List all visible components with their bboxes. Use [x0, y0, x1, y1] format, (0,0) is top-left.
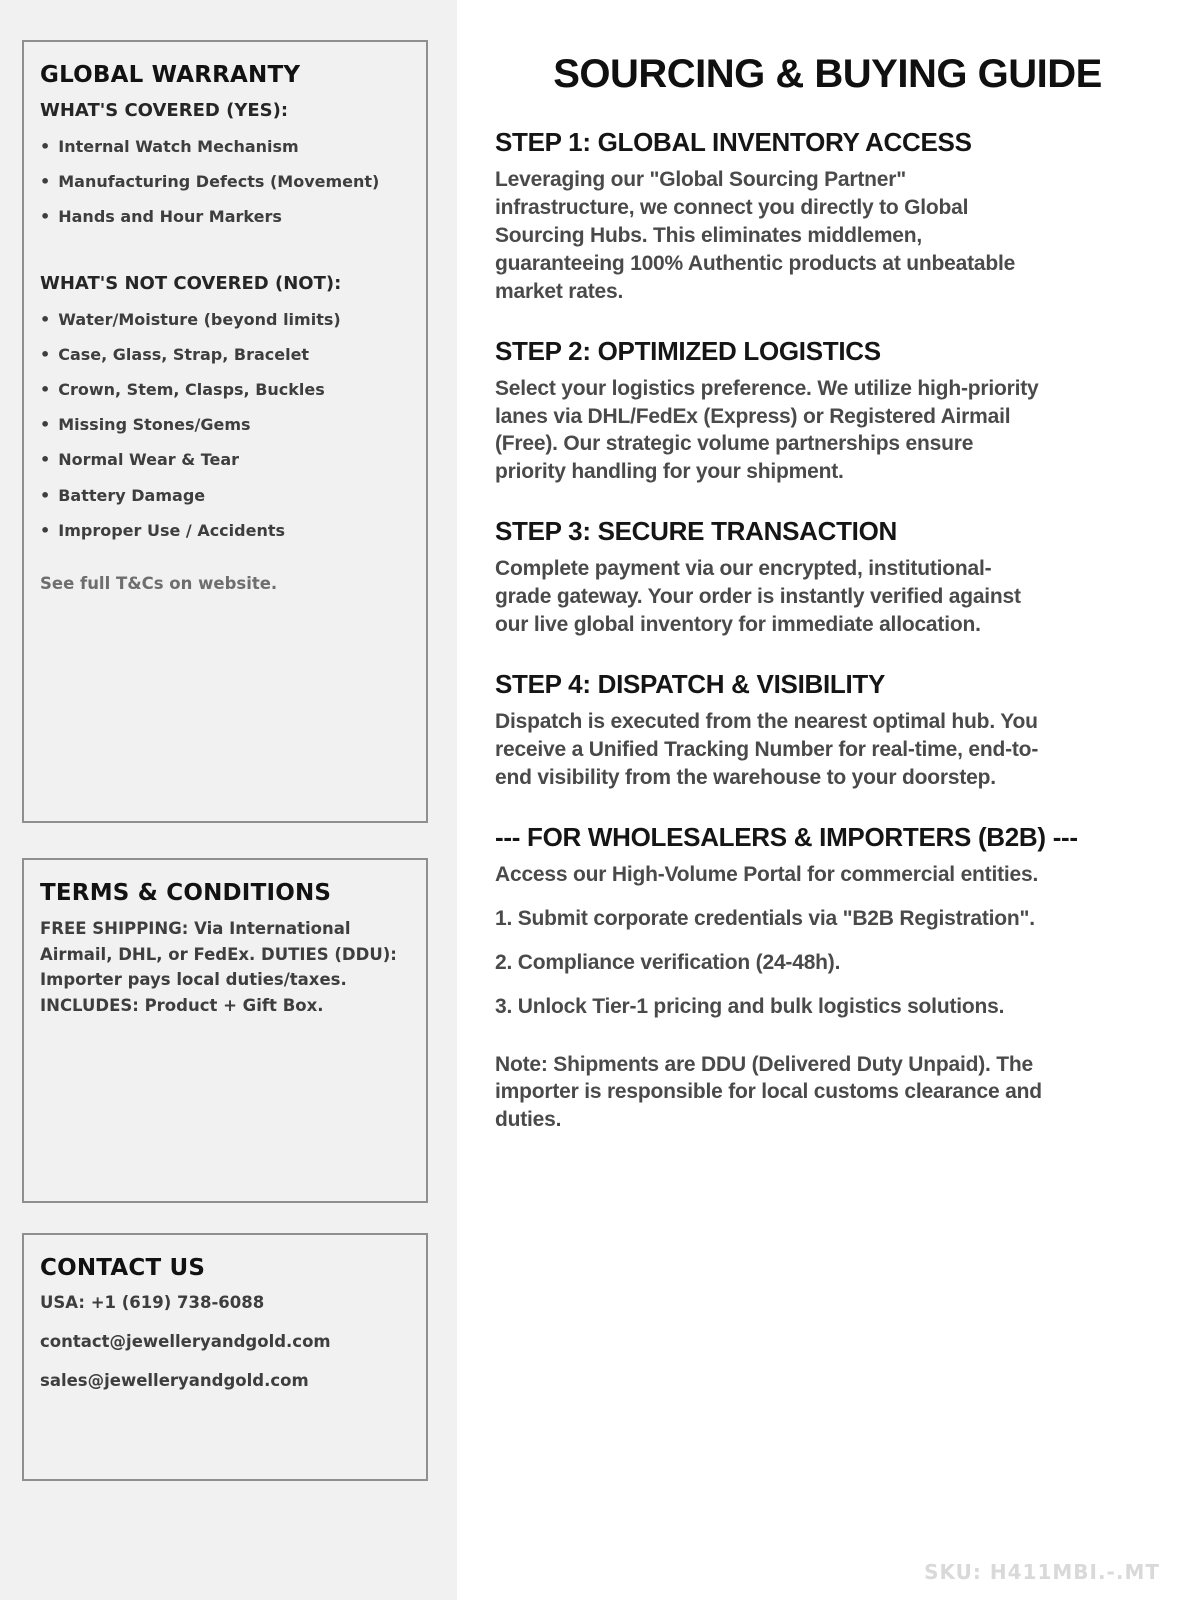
step-1-section [495, 127, 1160, 306]
step-2-heading: STEP 2: OPTIMIZED LOGISTICS [495, 335, 881, 366]
covered-heading: WHAT'S COVERED (YES): [40, 100, 289, 121]
list-item: • Water/Moisture (beyond limits) [40, 310, 410, 329]
b2b-step-3: 3. Unlock Tier-1 pricing and bulk logistics solutions. [495, 994, 1005, 1018]
warranty-box [22, 40, 428, 823]
step-4-heading: STEP 4: DISPATCH & VISIBILITY [495, 669, 886, 700]
warranty-title: GLOBAL WARRANTY [40, 62, 301, 88]
contact-email: contact@jewelleryandgold.com [40, 1332, 331, 1351]
step-3-body: Complete payment via our encrypted, institutional-grade gateway. Your order is instantly verified against our live global inventory for immediate allocation. [495, 557, 1021, 637]
sidebar [0, 0, 457, 1600]
list-item: • Crown, Stem, Clasps, Buckles [40, 380, 410, 399]
terms-box [22, 858, 428, 1203]
terms-body: FREE SHIPPING: Via International Airmail, DHL, or FedEx. DUTIES (DDU): Importer pays local duties/taxes. INCLUDES: Product + Gift Box. [40, 919, 397, 1015]
b2b-heading: --- FOR WHOLESALERS & IMPORTERS (B2B) --- [495, 821, 1078, 852]
list-item: • Improper Use / Accidents [40, 521, 410, 540]
warranty-footnote: See full T&Cs on website. [40, 573, 278, 593]
step-3-section [495, 516, 1160, 639]
list-item: • Missing Stones/Gems [40, 415, 410, 434]
b2b-note: Note: Shipments are DDU (Delivered Duty Unpaid). The importer is responsible for local customs clearance and duties. [495, 1052, 1042, 1132]
main-content [457, 0, 1200, 1600]
covered-list [40, 137, 410, 227]
list-item: • Hands and Hour Markers [40, 207, 410, 226]
contact-box [22, 1233, 428, 1481]
sales-email: sales@jewelleryandgold.com [40, 1371, 309, 1390]
step-4-section [495, 669, 1160, 792]
list-item: • Manufacturing Defects (Movement) [40, 172, 410, 191]
b2b-intro: Access our High-Volume Portal for commercial entities. [495, 862, 1039, 886]
step-1-heading: STEP 1: GLOBAL INVENTORY ACCESS [495, 127, 972, 157]
step-4-body: Dispatch is executed from the nearest optimal hub. You receive a Unified Tracking Number for real-time, end-to-end visibility from the warehouse to your doorstep. [495, 710, 1039, 789]
b2b-step-2: 2. Compliance verification (24-48h). [495, 950, 841, 974]
step-2-body: Select your logistics preference. We utilize high-priority lanes via DHL/FedEx (Express) or Registered Airmail (Free). Our strategic volume partnerships ensure priority handling for your shipment. [495, 376, 1039, 484]
list-item: • Case, Glass, Strap, Bracelet [40, 345, 410, 364]
b2b-section [495, 822, 1160, 1134]
contact-phone: USA: +1 (619) 738-6088 [40, 1293, 265, 1312]
list-item: • Normal Wear & Tear [40, 450, 410, 469]
list-item: • Internal Watch Mechanism [40, 137, 410, 156]
terms-title: TERMS & CONDITIONS [40, 880, 332, 906]
step-2-section [495, 336, 1160, 487]
step-3-heading: STEP 3: SECURE TRANSACTION [495, 516, 897, 547]
page-title: SOURCING & BUYING GUIDE [553, 52, 1102, 96]
contact-title: CONTACT US [40, 1255, 206, 1281]
sku-label: SKU: H411MBI.-.MT [924, 1560, 1160, 1584]
list-item: • Battery Damage [40, 486, 410, 505]
not-covered-heading: WHAT'S NOT COVERED (NOT): [40, 272, 342, 294]
step-1-body: Leveraging our "Global Sourcing Partner" infrastructure, we connect you directly to Global Sourcing Hubs. This eliminates middlemen, guaranteeing 100% Authentic products at unbeatable market rates. [495, 168, 1016, 303]
not-covered-list [40, 310, 410, 540]
b2b-step-1: 1. Submit corporate credentials via "B2B Registration". [495, 906, 1035, 930]
